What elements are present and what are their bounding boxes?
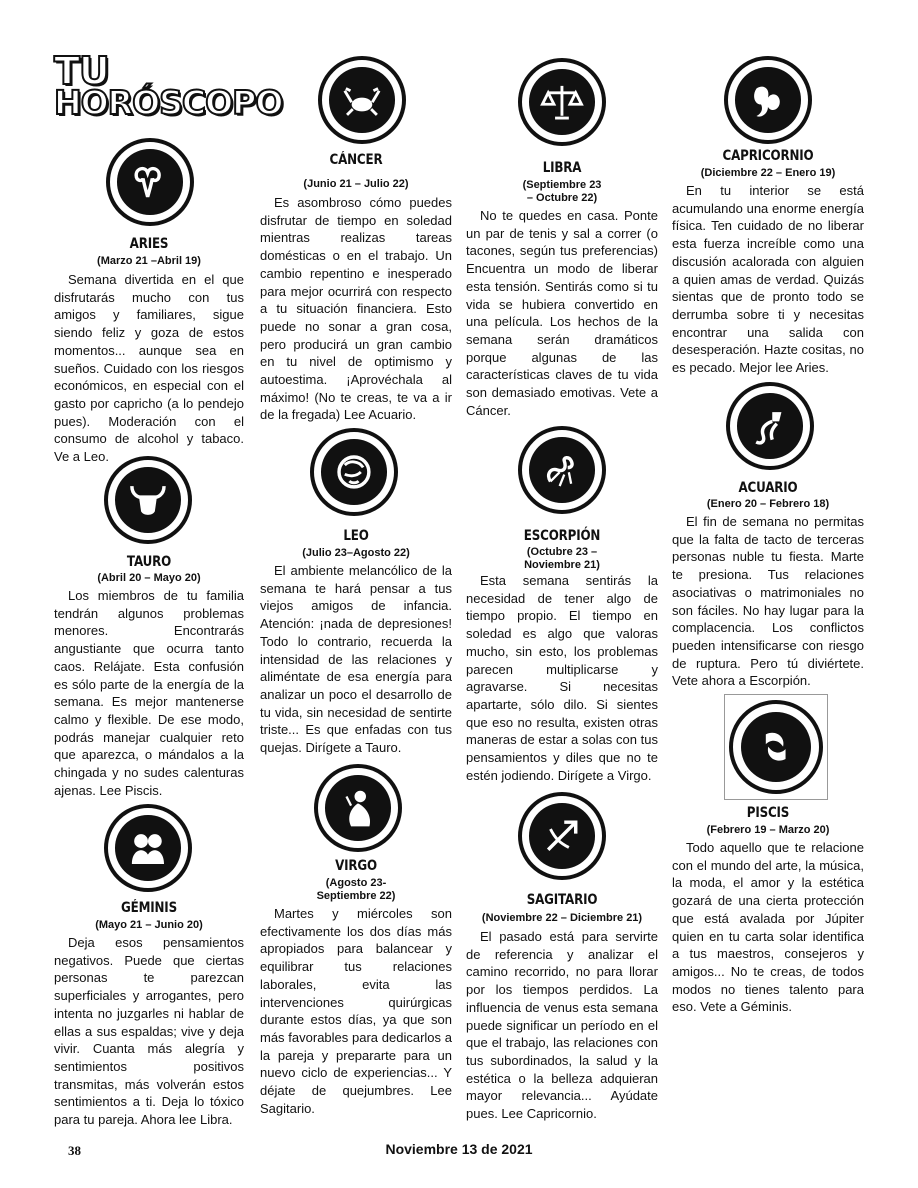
lion-icon	[310, 428, 398, 516]
sign-dates: (Junio 21 – Julio 22)	[303, 178, 409, 190]
sign-dates: (Octubre 23 –	[526, 546, 598, 558]
sign-name: ACUARIO	[738, 480, 798, 496]
sign-cancer	[260, 56, 452, 423]
sign-escorpion	[466, 426, 658, 783]
sign-text: El pasado está para servirte de referencia y analizar el camino recorrido, no para llorar por los tiempos perdidos. La influencia de venus esta semana puede significar un período en el que el trabajo, las relaciones con tus subordinados, la salud y la estética o la belleza adquieran mayor relevancia... Ayúdate pues. Lee Capricornio.	[466, 929, 658, 1122]
twins-icon	[104, 804, 192, 892]
sign-virgo	[260, 764, 452, 1116]
logo-line-2: HORÓSCOPO	[54, 83, 283, 122]
sign-dates: (Julio 23–Agosto 22)	[302, 547, 410, 559]
sign-libra	[466, 58, 658, 418]
sign-aries	[54, 138, 244, 465]
scorpion-icon	[518, 426, 606, 514]
sign-dates: (Enero 20 – Febrero 18)	[706, 498, 830, 510]
horoscope-logo	[54, 49, 283, 124]
sign-dates-2: – Octubre 22)	[526, 192, 598, 204]
sign-dates: (Agosto 23-	[325, 877, 387, 889]
sign-text: El ambiente melancólico de la semana te hará pensar a tus viejos amigos de infancia. Atención: ¡nada de depresiones! Todo lo contrario, recuerda la intensidad de las relaciones y aliméntate de esa energía para analizar un poco el desarrollo de tu vida, sin necesidad de sentirte triste... Es que enfadas con tus quejas. Dirígete a Tauro.	[260, 563, 452, 756]
goat-icon	[724, 56, 812, 144]
issue-date: Noviembre 13 de 2021	[385, 1141, 533, 1157]
water-bearer-icon	[726, 382, 814, 470]
sign-text: Los miembros de tu familia tendrán algunos problemas menores. Encontrarás angustiante que ocurra tanto caos. Relájate. Esta confusión es sólo parte de la energía de la semana. Es mejor mantenerse calmo y flexible. De ese modo, podrás manejar cualquier reto que aparezca, o mándalos a la chingada y no sudes calenturas ajenas. Lee Piscis.	[54, 588, 244, 798]
sign-name: LEO	[343, 528, 369, 544]
sign-dates-2: Septiembre 22)	[316, 890, 396, 902]
sign-name: SAGITARIO	[526, 892, 598, 908]
archer-icon	[518, 792, 606, 880]
sign-acuario	[672, 382, 864, 689]
fish-icon	[724, 694, 828, 800]
sign-name: ARIES	[129, 236, 169, 252]
sign-dates: (Abril 20 – Mayo 20)	[97, 572, 201, 584]
sign-capricornio	[672, 56, 864, 376]
sign-dates: (Noviembre 22 – Diciembre 21)	[481, 912, 643, 924]
sign-text: Esta semana sentirás la necesidad de tener algo de tiempo propio. El tiempo en soledad es algo que valoras mucho, sin esto, los problemas parecen multiplicarse y agravarse. Si necesitas apartarte, sólo dilo. Si sientes que eso no resulta, existen otras maneras de estar a solas con tus pensamientos y diles que no te estén jodiendo. Dirígete a Virgo.	[466, 573, 658, 783]
sign-geminis	[54, 804, 244, 1128]
ram-icon	[106, 138, 194, 226]
sign-tauro	[54, 456, 244, 796]
sign-dates-2: Noviembre 21)	[524, 559, 600, 571]
sign-text: En tu interior se está acumulando una enorme energía física. Ten cuidado de no liberar esta fuerza increíble como una discusión acalorada con alguien a quien amas de verdad. Quizás sientas que de pronto todo se derrumba sobre ti y necesitas encontrar una salida con desesperación. Hazte cositas, no es pecado. Mejor lee Aries.	[672, 183, 864, 376]
sign-text: Martes y miércoles son efectivamente los dos días más apropiados para balancear y equilibrar tus relaciones laborales, evita las intervenciones quirúrgicas durante estos días, ya que son más favorables para dedicarlos a la pareja y prepararte para un nuevo ciclo de experiencias... Y déjate de quejumbres. Lee Sagitario.	[260, 906, 452, 1116]
sign-leo	[260, 428, 452, 756]
sign-dates: (Septiembre 23	[522, 179, 602, 191]
scales-icon	[518, 58, 606, 146]
sign-name: LIBRA	[542, 160, 582, 176]
bull-icon	[104, 456, 192, 544]
sign-name: CÁNCER	[329, 152, 383, 168]
sign-name: ESCORPIÓN	[523, 528, 601, 544]
sign-text: Deja esos pensamientos negativos. Puede que ciertas personas te parezcan superficiales y arrogantes, pero intenta no juzgarles ni hablar de ellas a sus espaldas; vive y deja vivir. Cuanta más alegría y sentimientos positivos transmitas, más volverán estos sentimientos a ti. Deja lo tóxico para tu pareja. Ahora lee Libra.	[54, 935, 244, 1128]
page-number: 38	[68, 1143, 81, 1158]
sign-text: Semana divertida en el que disfrutarás mucho con tus amigos y familiares, sigue siendo feliz y goza de estos momentos... aunque sea en sueños. Cuidado con los riesgos económicos, en especial con el gasto por capricho (a lo pendejo pues). Moderación con el consumo de alcohol y tabaco. Ve a Leo.	[54, 272, 244, 465]
sign-name: VIRGO	[335, 858, 377, 874]
sign-dates: (Febrero 19 – Marzo 20)	[706, 824, 830, 836]
sign-name: GÉMINIS	[121, 900, 177, 916]
sign-dates: (Diciembre 22 – Enero 19)	[700, 167, 836, 179]
sign-text: Todo aquello que te relacione con el mundo del arte, la música, la moda, el amor y la estética gozará de una cierta protección que está avalada por Júpiter quien en tu carta solar identifica a tus maestros, consejeros y amigos... No te creas, de todos modos no tienes talento para eso. Vete a Géminis.	[672, 840, 864, 1015]
logo-line-1: TU	[54, 49, 109, 93]
sign-name: PISCIS	[746, 805, 790, 821]
sign-sagitario	[466, 792, 658, 1122]
sign-text: El fin de semana no permitas que la falta de tacto de terceras personas nuble tu fiesta. Marte te presiona. Tus relaciones asociativas o matrimoniales no son fáciles. No hay lugar para la complacencia. Los conflictos pueden intensificarse con riesgo de ruptura. Pero tú diviértete. Vete ahora a Escorpión.	[672, 514, 864, 689]
maiden-icon	[314, 764, 402, 852]
sign-dates: (Mayo 21 – Junio 20)	[95, 919, 203, 931]
sign-name: CAPRICORNIO	[722, 148, 814, 164]
crab-icon	[318, 56, 406, 144]
sign-name: TAURO	[126, 554, 172, 570]
sign-text: No te quedes en casa. Ponte un par de tenis y sal a correr (o tacones, según tus preferencias) Encuentra un modo de liberar esta tensión. Sentirás como si tu vida se hubiera convertido en una película. Los hechos de la semana serán dramáticos porque algunas de las características claves de tu vida son demasiado emotivas. Vete a Cáncer.	[466, 208, 658, 418]
sign-dates: (Marzo 21 –Abril 19)	[97, 255, 201, 267]
sign-text: Es asombroso cómo puedes disfrutar de tiempo en soledad mientras realizas tareas domésticas o en el trabajo. Un cambio repentino e inesperado para mejor ocurrirá con respecto a tu situación financiera. Esto puede no sonar a gran cosa, pero producirá un gran cambio en tu nivel de optimismo y autoestima. ¡Aprovéchala al máximo! (No te creas, te va a ir de la fregada) Lee Acuario.	[260, 195, 452, 423]
sign-piscis	[672, 694, 864, 1014]
